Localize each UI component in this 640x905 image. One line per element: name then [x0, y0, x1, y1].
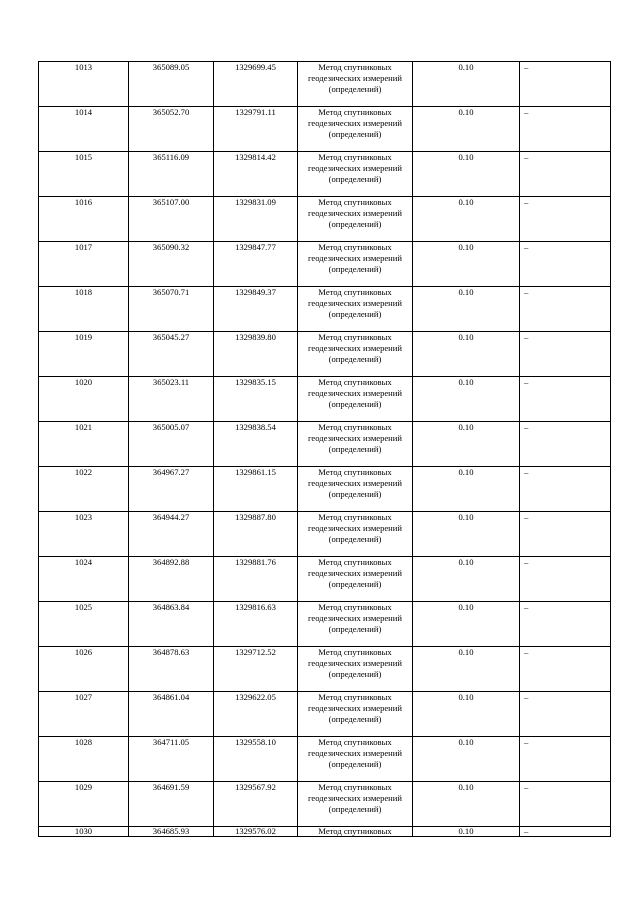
table-row [39, 647, 611, 692]
method-cell: Метод спутниковых геодезических измерений (определений) [298, 197, 413, 242]
point-number-cell: 1027 [39, 692, 129, 737]
table-row [39, 827, 611, 837]
point-number-cell: 1026 [39, 647, 129, 692]
note-cell: – [520, 602, 611, 647]
note-cell: – [520, 107, 611, 152]
table-row [39, 602, 611, 647]
accuracy-cell: 0.10 [413, 467, 520, 512]
note-cell: – [520, 737, 611, 782]
y-coordinate-cell: 1329699.45 [214, 62, 298, 107]
x-coordinate-cell: 364878.63 [129, 647, 214, 692]
x-coordinate-cell: 364944.27 [129, 512, 214, 557]
method-cell: Метод спутниковых геодезических измерений (определений) [298, 737, 413, 782]
y-coordinate-cell: 1329847.77 [214, 242, 298, 287]
table-row [39, 197, 611, 242]
accuracy-cell: 0.10 [413, 152, 520, 197]
note-cell: – [520, 467, 611, 512]
accuracy-cell: 0.10 [413, 377, 520, 422]
note-cell: – [520, 287, 611, 332]
x-coordinate-cell: 365045.27 [129, 332, 214, 377]
coordinates-table [38, 61, 611, 837]
table-row [39, 332, 611, 377]
note-cell: – [520, 692, 611, 737]
accuracy-cell: 0.10 [413, 692, 520, 737]
note-cell: – [520, 332, 611, 377]
table-row [39, 692, 611, 737]
note-cell: – [520, 827, 611, 837]
table-row [39, 242, 611, 287]
note-cell: – [520, 512, 611, 557]
x-coordinate-cell: 365023.11 [129, 377, 214, 422]
method-cell: Метод спутниковых геодезических измерений (определений) [298, 557, 413, 602]
method-cell: Метод спутниковых геодезических измерений (определений) [298, 467, 413, 512]
method-cell: Метод спутниковых геодезических измерений (определений) [298, 152, 413, 197]
point-number-cell: 1022 [39, 467, 129, 512]
x-coordinate-cell: 364711.05 [129, 737, 214, 782]
table-row [39, 152, 611, 197]
table-row [39, 512, 611, 557]
point-number-cell: 1018 [39, 287, 129, 332]
accuracy-cell: 0.10 [413, 332, 520, 377]
y-coordinate-cell: 1329831.09 [214, 197, 298, 242]
accuracy-cell: 0.10 [413, 107, 520, 152]
note-cell: – [520, 152, 611, 197]
x-coordinate-cell: 365052.70 [129, 107, 214, 152]
y-coordinate-cell: 1329839.80 [214, 332, 298, 377]
table-row [39, 62, 611, 107]
method-cell: Метод спутниковых геодезических измерений (определений) [298, 107, 413, 152]
x-coordinate-cell: 365090.32 [129, 242, 214, 287]
y-coordinate-cell: 1329576.02 [214, 827, 298, 837]
table-row [39, 287, 611, 332]
x-coordinate-cell: 365107.00 [129, 197, 214, 242]
point-number-cell: 1021 [39, 422, 129, 467]
point-number-cell: 1030 [39, 827, 129, 837]
y-coordinate-cell: 1329791.11 [214, 107, 298, 152]
table-row [39, 782, 611, 827]
note-cell: – [520, 422, 611, 467]
x-coordinate-cell: 364863.84 [129, 602, 214, 647]
table-row [39, 557, 611, 602]
method-cell: Метод спутниковых геодезических измерений (определений) [298, 332, 413, 377]
method-cell: Метод спутниковых геодезических измерений (определений) [298, 647, 413, 692]
note-cell: – [520, 62, 611, 107]
method-cell: Метод спутниковых [298, 827, 413, 837]
y-coordinate-cell: 1329849.37 [214, 287, 298, 332]
accuracy-cell: 0.10 [413, 62, 520, 107]
y-coordinate-cell: 1329567.92 [214, 782, 298, 827]
note-cell: – [520, 242, 611, 287]
x-coordinate-cell: 365070.71 [129, 287, 214, 332]
y-coordinate-cell: 1329558.10 [214, 737, 298, 782]
note-cell: – [520, 377, 611, 422]
method-cell: Метод спутниковых геодезических измерений (определений) [298, 602, 413, 647]
y-coordinate-cell: 1329887.80 [214, 512, 298, 557]
accuracy-cell: 0.10 [413, 827, 520, 837]
method-cell: Метод спутниковых геодезических измерений (определений) [298, 422, 413, 467]
accuracy-cell: 0.10 [413, 242, 520, 287]
method-cell: Метод спутниковых геодезических измерений (определений) [298, 782, 413, 827]
y-coordinate-cell: 1329838.54 [214, 422, 298, 467]
point-number-cell: 1015 [39, 152, 129, 197]
point-number-cell: 1019 [39, 332, 129, 377]
point-number-cell: 1014 [39, 107, 129, 152]
coordinates-table-body [39, 62, 611, 837]
x-coordinate-cell: 364861.04 [129, 692, 214, 737]
accuracy-cell: 0.10 [413, 197, 520, 242]
point-number-cell: 1016 [39, 197, 129, 242]
table-row [39, 377, 611, 422]
note-cell: – [520, 557, 611, 602]
accuracy-cell: 0.10 [413, 512, 520, 557]
method-cell: Метод спутниковых геодезических измерений (определений) [298, 62, 413, 107]
method-cell: Метод спутниковых геодезических измерений (определений) [298, 242, 413, 287]
point-number-cell: 1023 [39, 512, 129, 557]
y-coordinate-cell: 1329712.52 [214, 647, 298, 692]
note-cell: – [520, 782, 611, 827]
table-row [39, 467, 611, 512]
y-coordinate-cell: 1329816.63 [214, 602, 298, 647]
table-row [39, 422, 611, 467]
point-number-cell: 1024 [39, 557, 129, 602]
y-coordinate-cell: 1329881.76 [214, 557, 298, 602]
x-coordinate-cell: 365005.07 [129, 422, 214, 467]
accuracy-cell: 0.10 [413, 287, 520, 332]
point-number-cell: 1025 [39, 602, 129, 647]
x-coordinate-cell: 364691.59 [129, 782, 214, 827]
point-number-cell: 1017 [39, 242, 129, 287]
point-number-cell: 1029 [39, 782, 129, 827]
point-number-cell: 1028 [39, 737, 129, 782]
method-cell: Метод спутниковых геодезических измерений (определений) [298, 512, 413, 557]
point-number-cell: 1020 [39, 377, 129, 422]
accuracy-cell: 0.10 [413, 557, 520, 602]
point-number-cell: 1013 [39, 62, 129, 107]
method-cell: Метод спутниковых геодезических измерений (определений) [298, 377, 413, 422]
x-coordinate-cell: 364967.27 [129, 467, 214, 512]
method-cell: Метод спутниковых геодезических измерений (определений) [298, 287, 413, 332]
accuracy-cell: 0.10 [413, 422, 520, 467]
y-coordinate-cell: 1329835.15 [214, 377, 298, 422]
accuracy-cell: 0.10 [413, 602, 520, 647]
table-row [39, 107, 611, 152]
y-coordinate-cell: 1329861.15 [214, 467, 298, 512]
note-cell: – [520, 197, 611, 242]
x-coordinate-cell: 364892.88 [129, 557, 214, 602]
y-coordinate-cell: 1329622.05 [214, 692, 298, 737]
x-coordinate-cell: 364685.93 [129, 827, 214, 837]
accuracy-cell: 0.10 [413, 782, 520, 827]
method-cell: Метод спутниковых геодезических измерений (определений) [298, 692, 413, 737]
note-cell: – [520, 647, 611, 692]
table-row [39, 737, 611, 782]
x-coordinate-cell: 365089.05 [129, 62, 214, 107]
x-coordinate-cell: 365116.09 [129, 152, 214, 197]
y-coordinate-cell: 1329814.42 [214, 152, 298, 197]
accuracy-cell: 0.10 [413, 647, 520, 692]
accuracy-cell: 0.10 [413, 737, 520, 782]
